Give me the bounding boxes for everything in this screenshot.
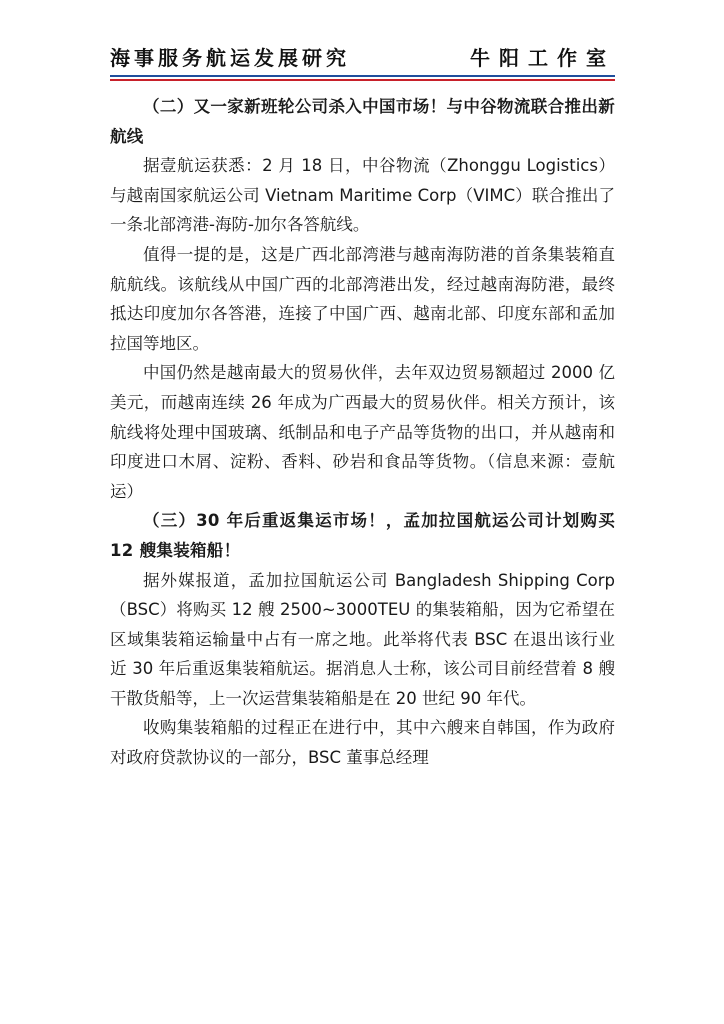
header-right-title: 牛阳工作室 (470, 46, 615, 70)
paragraph: 据壹航运获悉：2 月 18 日，中谷物流（Zhonggu Logistics）与越南国家航运公司 Vietnam Maritime Corp（VIMC）联合推出了一条北部湾港-海防-加尔各答航线。 (110, 156, 615, 235)
paragraph: 据外媒报道，孟加拉国航运公司 Bangladesh Shipping Corp（BSC）将购买 12 艘 2500~3000TEU 的集装箱船，因为它希望在区域集装箱运输量中占有一席之地。此举将代表 BSC 在退出该行业近 30 年后重返集装箱航运。据消息人士称，该公司目前经营着 8 艘干散货船等，上一次运营集装箱船是在 20 世纪 90 年代。 (110, 570, 615, 708)
paragraph: 收购集装箱船的过程正在进行中，其中六艘来自韩国，作为政府对政府贷款协议的一部分，BSC 董事总经理 (110, 718, 615, 768)
page-header (110, 44, 615, 74)
header-left-title: 海事服务航运发展研究 (110, 46, 350, 70)
section-heading-3: （三）30 年后重返集运市场！，孟加拉国航运公司计划购买 12 艘集装箱船！ (110, 511, 615, 560)
header-rule-red (110, 79, 615, 81)
article-body (110, 92, 615, 773)
section-heading-2: （二）又一家新班轮公司杀入中国市场！与中谷物流联合推出新航线 (110, 97, 615, 146)
header-rule-blue (110, 75, 615, 77)
paragraph: 值得一提的是，这是广西北部湾港与越南海防港的首条集装箱直航航线。该航线从中国广西的北部湾港出发，经过越南海防港，最终抵达印度加尔各答港，连接了中国广西、越南北部、印度东部和孟加拉国等地区。 (110, 244, 615, 353)
paragraph: 中国仍然是越南最大的贸易伙伴，去年双边贸易额超过 2000 亿美元，而越南连续 26 年成为广西最大的贸易伙伴。相关方预计，该航线将处理中国玻璃、纸制品和电子产品等货物的出口，并从越南和印度进口木屑、淀粉、香料、砂岩和食品等货物。（信息来源：壹航运） (110, 363, 615, 501)
